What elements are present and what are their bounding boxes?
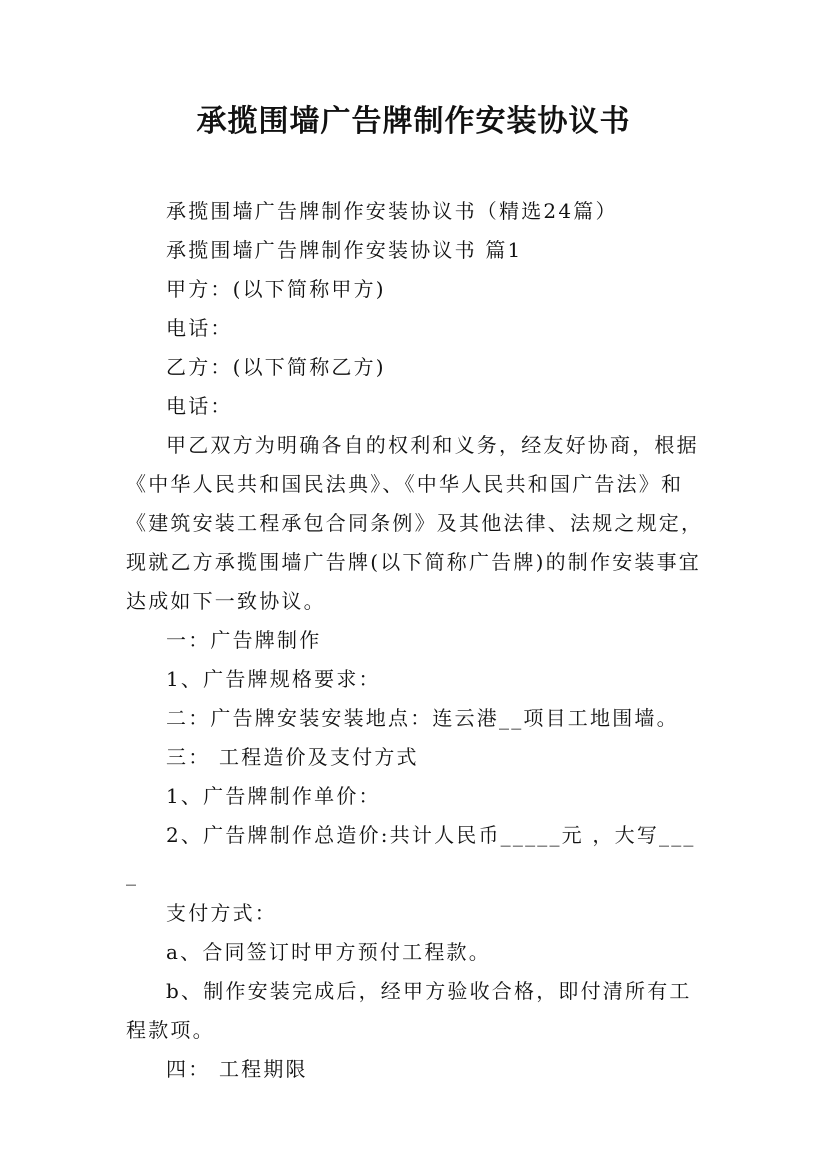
paragraph: 电话： [166, 394, 233, 418]
paragraph: 二：广告牌安装安装地点：连云港__项目工地围墙。 [166, 706, 679, 730]
paragraph: 电话： [166, 316, 233, 340]
paragraph: 三： 工程造价及支付方式 [166, 745, 419, 769]
paragraph: 一：广告牌制作 [166, 628, 322, 652]
paragraph: a、合同签订时甲方预付工程款。 [166, 940, 491, 964]
document-title: 承揽围墙广告牌制作安装协议书 [196, 104, 631, 139]
paragraph: 1、广告牌规格要求： [166, 667, 381, 691]
paragraph: 甲乙双方为明确各自的权利和义务，经友好协商，根据《中华人民共和国民法典》、《中华人民共和国广告法》和《建筑安装工程承包合同条例》及其他法律、法规之规定，现就乙方承揽围墙广告牌(以下简称广告牌)的制作安装事宜达成如下一致协议。 [126, 433, 704, 613]
paragraph: 1、广告牌制作单价： [166, 784, 381, 808]
paragraph: 甲方：(以下简称甲方) [166, 277, 386, 301]
paragraph: 四： 工程期限 [166, 1057, 308, 1081]
paragraph: 2、广告牌制作总造价:共计人民币_____元 ，大写____ [126, 823, 696, 886]
document-body [126, 192, 706, 1089]
paragraph: 乙方：(以下简称乙方) [166, 355, 386, 379]
paragraph: 承揽围墙广告牌制作安装协议书 篇1 [166, 238, 523, 262]
paragraph: 支付方式： [166, 901, 277, 925]
paragraph: b、制作安装完成后，经甲方验收合格，即付清所有工程款项。 [126, 979, 692, 1042]
paragraph: 承揽围墙广告牌制作安装协议书（精选24篇） [166, 199, 618, 223]
